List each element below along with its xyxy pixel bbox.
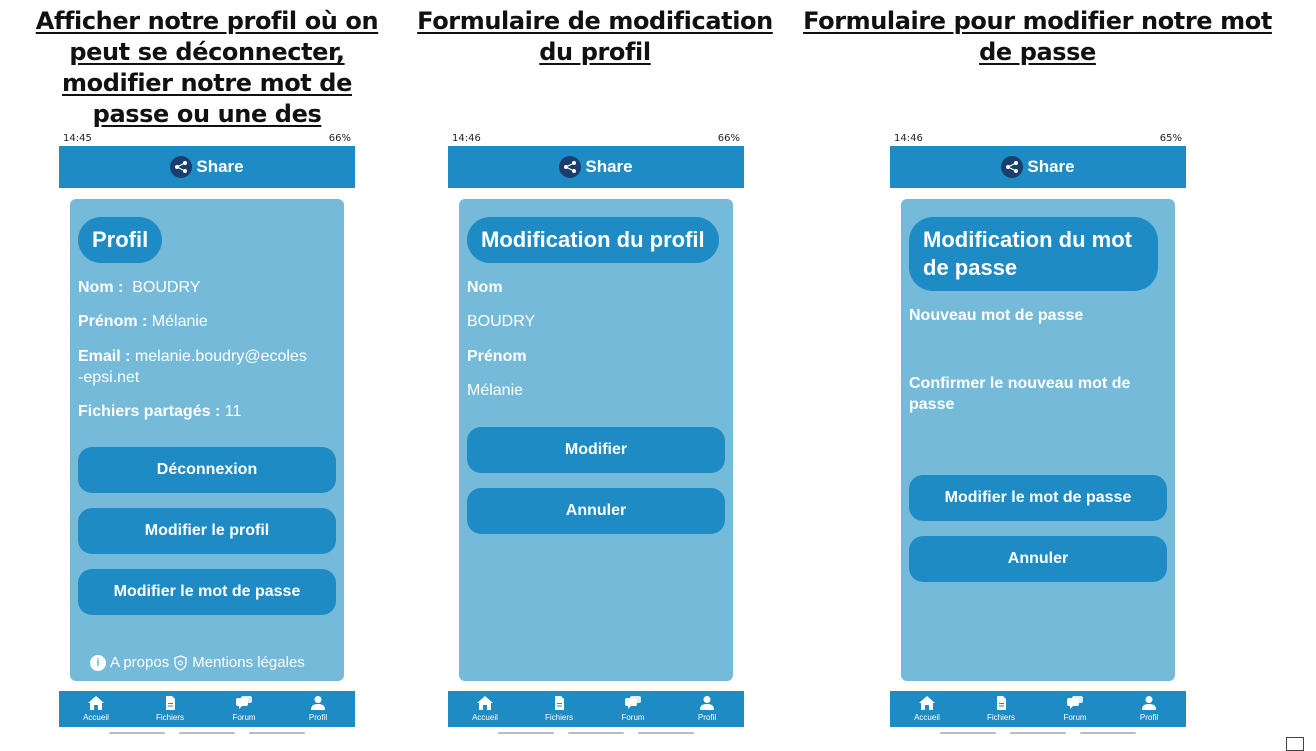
system-nav-bar — [890, 727, 1186, 738]
prenom-value: Mélanie — [151, 313, 208, 330]
edit-profile-card — [459, 199, 733, 681]
tab-label: Fichiers — [986, 713, 1015, 722]
corner-checkbox — [1286, 737, 1304, 751]
chat-icon — [624, 695, 642, 711]
tab-label: Forum — [232, 713, 256, 722]
share-logo-icon — [170, 156, 192, 178]
file-icon — [161, 695, 179, 711]
shield-icon — [173, 655, 188, 671]
edit-profile-button[interactable]: Modifier le profil — [78, 508, 336, 554]
status-bar — [890, 132, 1186, 146]
logout-button[interactable]: Déconnexion — [78, 447, 336, 493]
caption-profile-screen: Afficher notre profil où on peut se déconnecter, modifier notre mot de passe ou une des — [35, 7, 379, 128]
system-nav-bar — [59, 727, 355, 738]
file-icon — [992, 695, 1010, 711]
user-icon — [1140, 695, 1158, 711]
tab-accueil[interactable] — [455, 691, 515, 722]
page-title: Modification du mot de passe — [909, 217, 1158, 291]
tab-label: Fichiers — [544, 713, 573, 722]
app-title: Share — [196, 157, 244, 176]
email-label: Email : — [78, 348, 131, 365]
share-logo-icon — [1001, 156, 1023, 178]
page-title: Modification du profil — [467, 217, 719, 263]
prenom-label-text: Prénom — [467, 348, 527, 365]
nom-label — [467, 277, 503, 298]
system-nav-bar — [448, 727, 744, 738]
phone-screen-profile — [59, 132, 355, 738]
page-title: Profil — [78, 217, 162, 263]
chat-icon — [235, 695, 253, 711]
legal-link[interactable]: Mentions légales — [192, 654, 305, 671]
tab-label: Profil — [308, 713, 328, 722]
nom-row — [78, 277, 200, 298]
footer-links — [90, 654, 305, 671]
app-title: Share — [1027, 157, 1075, 176]
email-row — [78, 346, 336, 388]
bottom-tab-bar — [59, 691, 355, 727]
nom-label: Nom : — [78, 279, 124, 296]
profile-card — [70, 199, 344, 681]
nom-field[interactable]: BOUDRY — [467, 313, 536, 330]
tab-profil[interactable] — [1119, 691, 1179, 722]
caption-edit-password-screen: Formulaire pour modifier notre mot de passe — [803, 7, 1272, 66]
tab-label: Forum — [1063, 713, 1087, 722]
user-icon — [698, 695, 716, 711]
tab-accueil[interactable] — [66, 691, 126, 722]
tab-fichiers[interactable] — [529, 691, 589, 722]
status-time: 14:46 — [894, 133, 923, 144]
home-icon — [918, 695, 936, 711]
tab-forum[interactable] — [1045, 691, 1105, 722]
tab-forum[interactable] — [214, 691, 274, 722]
tab-profil[interactable] — [677, 691, 737, 722]
prenom-field[interactable]: Mélanie — [467, 382, 524, 399]
user-icon — [309, 695, 327, 711]
nom-value: BOUDRY — [132, 279, 201, 296]
edit-password-button[interactable]: Modifier le mot de passe — [78, 569, 336, 615]
file-icon — [550, 695, 568, 711]
status-bar — [59, 132, 355, 146]
confirm-password-label-text: Confirmer le nouveau mot de passe — [909, 375, 1131, 413]
tab-label: Accueil — [83, 713, 109, 722]
edit-password-card — [901, 199, 1175, 681]
tab-accueil[interactable] — [897, 691, 957, 722]
tab-label: Fichiers — [155, 713, 184, 722]
tab-label: Forum — [621, 713, 645, 722]
fichiers-label: Fichiers partagés : — [78, 403, 221, 420]
submit-button[interactable]: Modifier — [467, 427, 725, 473]
about-link[interactable]: A propos — [110, 654, 170, 671]
phone-screen-edit-profile — [448, 132, 744, 738]
status-battery: 65% — [1159, 133, 1182, 144]
status-battery: 66% — [328, 133, 351, 144]
cancel-button[interactable]: Annuler — [467, 488, 725, 534]
home-icon — [87, 695, 105, 711]
cancel-button[interactable]: Annuler — [909, 536, 1167, 582]
app-title: Share — [585, 157, 633, 176]
prenom-row — [78, 311, 208, 332]
info-icon: i — [90, 655, 106, 671]
app-header — [890, 146, 1186, 188]
share-logo-icon — [559, 156, 581, 178]
tab-label: Accueil — [914, 713, 940, 722]
new-password-label — [909, 305, 1167, 326]
prenom-label: Prénom : — [78, 313, 148, 330]
email-value: melanie.boudry@ecoles — [134, 348, 307, 365]
tab-label: Accueil — [472, 713, 498, 722]
fichiers-row — [78, 401, 241, 422]
submit-password-button[interactable]: Modifier le mot de passe — [909, 475, 1167, 521]
tab-label: Profil — [1139, 713, 1159, 722]
tab-forum[interactable] — [603, 691, 663, 722]
status-bar — [448, 132, 744, 146]
prenom-label — [467, 346, 527, 367]
phone-screen-edit-password — [890, 132, 1186, 738]
status-time: 14:46 — [452, 133, 481, 144]
tab-label: Profil — [697, 713, 717, 722]
confirm-password-label — [909, 373, 1167, 415]
app-header — [59, 146, 355, 188]
status-battery: 66% — [717, 133, 740, 144]
tab-fichiers[interactable] — [971, 691, 1031, 722]
bottom-tab-bar — [448, 691, 744, 727]
bottom-tab-bar — [890, 691, 1186, 727]
email-value-cont: -epsi.net — [78, 369, 140, 386]
fichiers-value: 11 — [224, 403, 242, 420]
home-icon — [476, 695, 494, 711]
tab-profil[interactable] — [288, 691, 348, 722]
nom-label-text: Nom — [467, 279, 503, 296]
chat-icon — [1066, 695, 1084, 711]
app-header — [448, 146, 744, 188]
tab-fichiers[interactable] — [140, 691, 200, 722]
status-time: 14:45 — [63, 133, 92, 144]
caption-edit-profile-screen: Formulaire de modification du profil — [417, 7, 773, 66]
new-password-label-text: Nouveau mot de passe — [909, 307, 1084, 324]
